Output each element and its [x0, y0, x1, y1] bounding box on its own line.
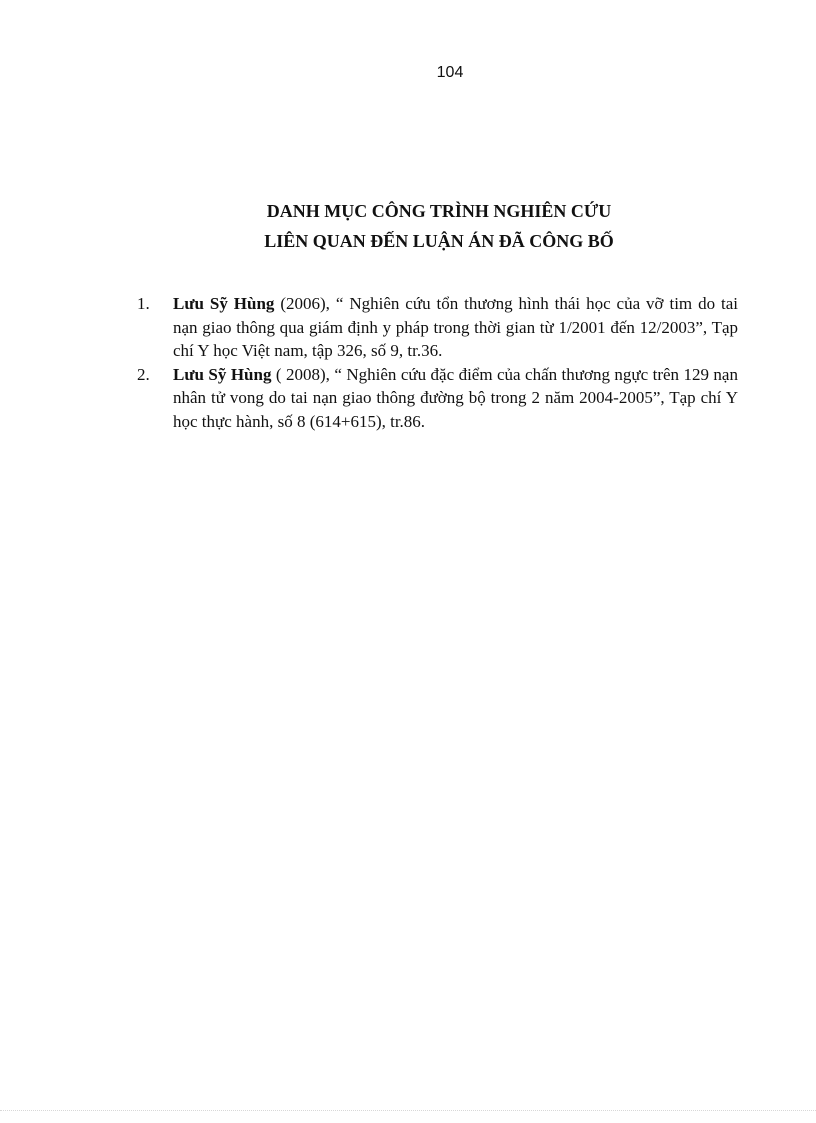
title-line-2: LIÊN QUAN ĐẾN LUẬN ÁN ĐÃ CÔNG BỐ: [264, 231, 614, 251]
reference-item-2: [137, 363, 738, 434]
reference-number: 2.: [137, 364, 150, 384]
reference-text: ( 2008), “ Nghiên cứu đặc điểm của chấn thương ngực trên 129 nạn nhân tử vong do tai nạn giao thông đường bộ trong 2 năm 2004-2005”, Tạp chí Y học thực hành, số 8 (614+615), tr.86.: [173, 364, 738, 431]
page-bottom-divider: [0, 1110, 816, 1111]
page-number: 104: [436, 64, 464, 81]
reference-list: [137, 292, 738, 433]
reference-number: 1.: [137, 294, 150, 313]
reference-author: Lưu Sỹ Hùng: [173, 364, 272, 384]
title-line-1: DANH MỤC CÔNG TRÌNH NGHIÊN CỨU: [266, 201, 612, 221]
document-title: [0, 196, 816, 256]
reference-author: Lưu Sỹ Hùng: [173, 294, 275, 313]
reference-text: (2006), “ Nghiên cứu tổn thương hình thái học của vỡ tim do tai nạn giao thông qua giám định y pháp trong thời gian từ 1/2001 đến 12/2003”, Tạp chí Y học Việt nam, tập 326, số 9, tr.36.: [173, 294, 738, 360]
reference-item-1: [137, 292, 738, 363]
